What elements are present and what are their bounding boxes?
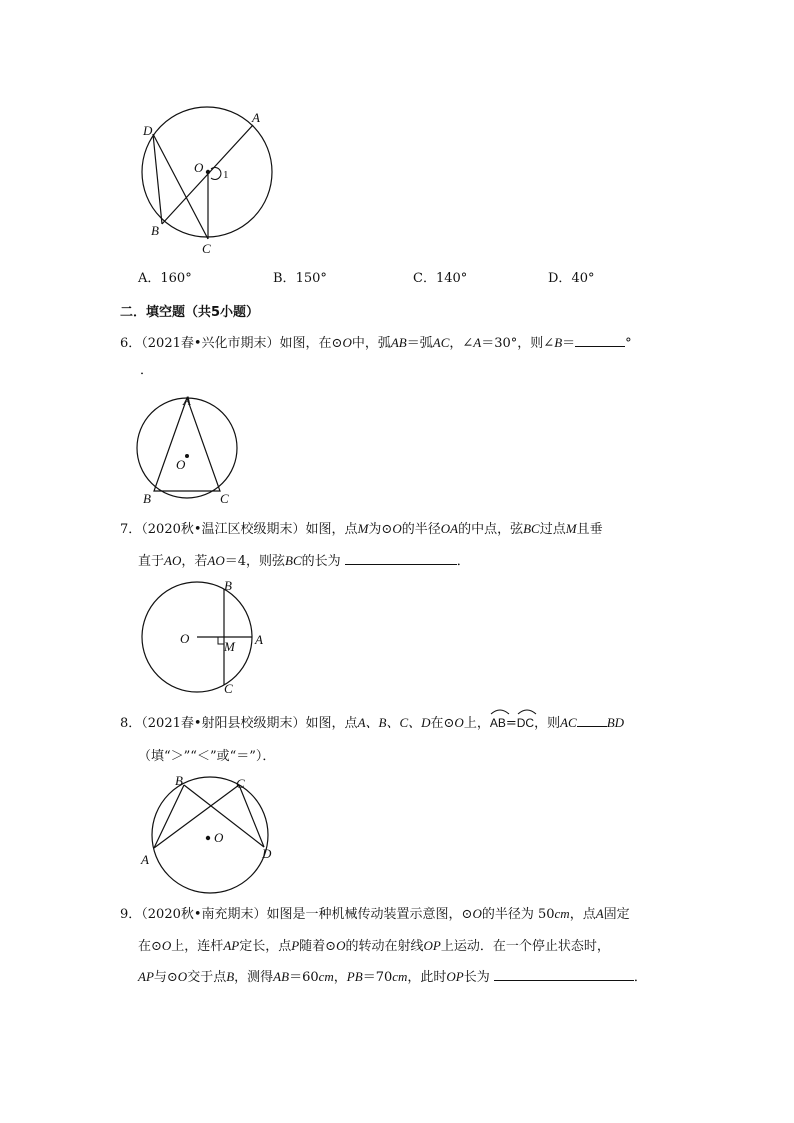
q9-text: ＝60 [289, 970, 319, 985]
answer-blank[interactable] [577, 714, 607, 727]
q8-line1 [120, 714, 624, 733]
label-m: M [224, 639, 235, 654]
q6-text: ＝30°，则∠ [481, 336, 555, 351]
label-b: B [151, 223, 159, 238]
q9-text: 随着⊙ [299, 939, 337, 954]
q9-text: 长为 [463, 970, 490, 985]
q9-number: 9． [120, 907, 142, 922]
arc-dc [517, 714, 534, 733]
var-p: P [291, 938, 300, 953]
q9-text: ，测得 [234, 970, 274, 985]
q9-text: 的半径为 50 [481, 907, 555, 922]
option-letter: C． [413, 271, 436, 286]
label-a: A [252, 110, 260, 125]
q9-text: 定长，点 [239, 939, 292, 954]
q7-text: 如图，点 [305, 522, 358, 537]
var-ao: AO [207, 553, 225, 568]
var-o: O [392, 521, 402, 536]
q9-text: ， [333, 970, 347, 985]
unit-cm: cm [318, 969, 334, 984]
var-o: O [177, 969, 188, 984]
var-bd: BD [606, 715, 625, 730]
label-c: C [236, 776, 245, 791]
var-a: A [473, 335, 482, 350]
q7-source: （2020秋•温江区校级期末） [141, 522, 306, 537]
q8-line2: （填“＞”“＜”或“＝”）． [138, 749, 276, 764]
option-value: 40° [571, 271, 595, 286]
option-value: 150° [295, 271, 327, 286]
q9-text: 在⊙ [138, 939, 162, 954]
triangle-abc [154, 398, 220, 491]
q9-text: 上运动．在一个停止状态时， [440, 939, 610, 954]
arc-mark-icon [490, 707, 510, 715]
q9-line3 [138, 968, 647, 987]
label-o: O [214, 830, 224, 845]
arc-ab [490, 714, 506, 733]
figure-q6 [134, 393, 254, 508]
q8-points: A、B、C、D [357, 715, 431, 730]
var-bc: BC [285, 553, 302, 568]
q6-line1 [120, 334, 632, 353]
q7-line2 [138, 552, 470, 571]
var-o: O [472, 906, 482, 921]
label-c: C [220, 491, 229, 506]
var-pb: PB [346, 969, 363, 984]
q5-option-b [273, 270, 327, 288]
var-o: O [161, 938, 172, 953]
segment-db [153, 134, 208, 239]
q9-text: ＝70 [362, 970, 393, 985]
q6-text: 中，弧 [351, 336, 391, 351]
option-letter: D． [548, 271, 572, 286]
var-m: M [357, 521, 369, 536]
q7-end: ． [456, 554, 470, 569]
var-ac: AC [560, 715, 577, 730]
q6-text: ，∠ [449, 336, 474, 351]
q8-number: 8． [120, 716, 142, 731]
q8-text: ，则 [534, 716, 561, 731]
q7-text: 为⊙ [368, 522, 393, 537]
q6-source: （2021春•兴化市期末） [141, 336, 280, 351]
answer-blank[interactable] [345, 552, 457, 565]
var-b: B [554, 335, 563, 350]
q6-text: 如图，在⊙ [279, 336, 343, 351]
q8-eq: = [505, 716, 517, 731]
center-point [185, 454, 189, 458]
unit-degree: ° [625, 336, 632, 351]
q7-number: 7． [120, 522, 142, 537]
label-d: D [143, 123, 153, 138]
arc-ab-label: AB [489, 716, 506, 730]
option-letter: A． [138, 271, 161, 286]
var-ab: AB [273, 969, 290, 984]
q9-end: ． [633, 970, 647, 985]
label-o: O [180, 631, 190, 646]
label-c: C [224, 681, 233, 696]
q5-option-c [413, 270, 467, 288]
label-d: D [262, 846, 272, 861]
figure-q7 [138, 578, 273, 698]
q8-text: 上， [463, 716, 490, 731]
var-ao: AO [164, 553, 182, 568]
label-b: B [143, 491, 151, 506]
label-b: B [224, 578, 232, 593]
var-ap: AP [138, 969, 154, 984]
q7-text: ，若 [181, 554, 208, 569]
q9-line2 [138, 937, 610, 956]
option-letter: B． [273, 271, 296, 286]
section-title: 二．填空题（共5小题） [120, 305, 260, 320]
figure-q8 [138, 772, 278, 897]
var-op: OP [423, 938, 441, 953]
q7-text: 的半径 [401, 522, 441, 537]
q8-source: （2021春•射阳县校级期末） [141, 716, 306, 731]
var-ac: AC [432, 335, 450, 350]
unit-cm: cm [392, 969, 408, 984]
q9-source: （2020秋•南充期末） [141, 907, 267, 922]
center-point [206, 836, 210, 840]
var-a: A [595, 906, 604, 921]
q7-text: 的中点，弦 [458, 522, 524, 537]
var-op: OP [446, 969, 464, 984]
q9-text: 如图是一种机械传动装置示意图，⊙ [266, 907, 473, 922]
var-b: B [226, 969, 235, 984]
figure-q5 [135, 105, 285, 260]
q7-line1 [120, 520, 603, 539]
q5-option-a [138, 270, 192, 288]
circle-o [137, 398, 237, 498]
label-o: O [176, 457, 186, 472]
q7-text: 直于 [138, 554, 165, 569]
label-1: 1 [223, 169, 229, 181]
q9-line1 [120, 905, 630, 924]
unit-cm: cm [554, 906, 570, 921]
label-a: A [255, 632, 263, 647]
center-point [206, 170, 210, 174]
q7-text: 过点 [539, 522, 566, 537]
q7-text: 且垂 [576, 522, 603, 537]
var-m: M [565, 521, 577, 536]
q7-text: 的长为 [301, 554, 341, 569]
var-ap: AP [223, 938, 240, 953]
var-o: O [336, 938, 346, 953]
option-value: 160° [160, 271, 192, 286]
answer-blank[interactable] [494, 968, 634, 981]
q6-text: ＝ [562, 336, 576, 351]
q7-text: ＝4，则弦 [224, 554, 285, 569]
label-c: C [202, 241, 211, 256]
arc-mark-icon [517, 707, 537, 715]
q9-text: 与⊙ [153, 970, 178, 985]
answer-blank[interactable] [575, 334, 625, 347]
q6-number: 6． [120, 336, 142, 351]
q9-text: 交于点 [187, 970, 227, 985]
label-b: B [175, 773, 183, 788]
q6-line2: ． [140, 363, 154, 378]
q9-text: 固定 [603, 907, 630, 922]
q8-text: 在⊙ [430, 716, 455, 731]
q5-option-d [548, 270, 594, 288]
q8-text: 如图，点 [305, 716, 358, 731]
q9-text: 的转动在射线 [345, 939, 424, 954]
label-a: A [141, 852, 149, 867]
option-value: 140° [435, 271, 468, 286]
q6-text: ＝弧 [406, 336, 433, 351]
var-ab: AB [390, 335, 407, 350]
q9-text: ，此时 [407, 970, 447, 985]
arc-dc-label: DC [516, 716, 535, 730]
q9-text: 上，连杆 [171, 939, 224, 954]
var-bc: BC [523, 521, 540, 536]
var-o: O [342, 335, 352, 350]
var-o: O [454, 715, 464, 730]
label-a: A [183, 393, 191, 408]
q9-text: ，点 [569, 907, 596, 922]
var-oa: OA [440, 521, 459, 536]
circle-o [152, 777, 268, 893]
label-o: O [194, 160, 204, 175]
